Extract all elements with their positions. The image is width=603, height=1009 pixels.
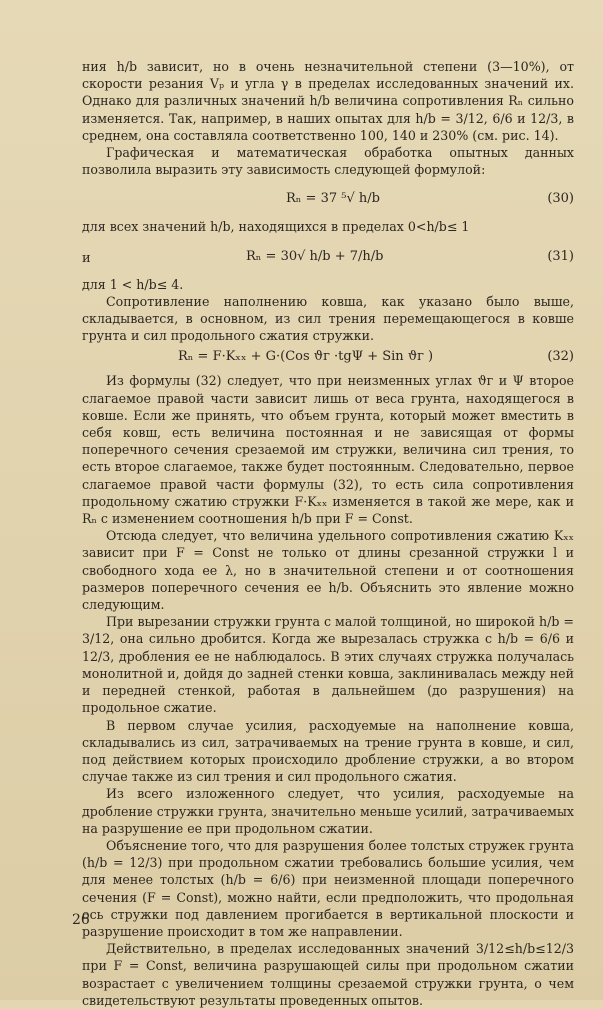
formula-31-number: (31) <box>547 248 574 264</box>
paragraph-8: Объяснение того, что для разрушения более толстых стружек грунта (h/b = 12/3) при продольном сжатии требовались большие усилия, чем для менее толстых (h/b = 6/6) при неизменной площади поперечного сечения (F = Const), можно найти, если предположить, что продольная ось стружки под давлением прогибается в вертикальной плоскости и разрушение происходит в том же направлении. <box>82 837 574 939</box>
paragraph-4: Отсюда следует, что величина удельного сопротивления сжатию Kₓₓ зависит при F = Const не только от длины срезанной стружки l и свободного хода ее λ, но в значительной степени и от соотношения размеров поперечного сечения ее h/b. Объяснить это явление можно следующим. <box>82 528 574 613</box>
formula-32 <box>82 346 574 368</box>
text-after-31: для 1 < h/b≤ 4. <box>82 276 184 292</box>
formula-32-expression: Rₙ = F·Kₓₓ + G·(Cos ϑг ·tgΨ + Sin ϑг ) <box>178 349 434 365</box>
body-text <box>82 58 574 1009</box>
text-after-30: для всех значений h/b, находящихся в пределах 0<h/b≤ 1 <box>82 219 470 235</box>
paragraph-1: ния h/b зависит, но в очень незначительной степени (3—10%), от скорости резания Vₚ и угла γ в пределах исследованных значений их. Однако для различных значений h/b величина сопротивления Rₙ сильно изменяется. Так, например, в наших опытах для h/b = 3/12, 6/6 и 12/3, в среднем, она составляла соответственно 100, 140 и 230% (см. рис. 14). <box>82 59 574 143</box>
formula-31-expression: Rₙ = 30√ h/b + 7/h/b <box>246 248 384 264</box>
paragraph-3: Из формулы (32) следует, что при неизменных углах ϑг и Ψ второе слагаемое правой части зависит лишь от веса грунта, находящегося в ковше. Если же принять, что объем грунта, который может вместить в себя ковш, есть величина постоянная и не зависящая от формы поперечного сечения срезаемой им стружки, величина сил трения, то есть второе слагаемое, также будет постоянным. Следовательно, первое слагаемое правой части формулы (32), то есть сила сопротивления продольному сжатию стружки F·Kₓₓ изменяется в такой же мере, как и Rₙ с изменением соотношения h/b при F = Const. <box>82 373 574 527</box>
paragraph-5: При вырезании стружки грунта с малой толщиной, но широкой h/b = 3/12, она сильно дробится. Когда же вырезалась стружка с h/b = 6/6 и 12/3, дробления ее не наблюдалось. В этих случаях стружка получалась монолитной и, дойдя до задней стенки ковша, заклинивалась между ней и передней стенкой, работая в дальнейшем (до разрушения) на продольное сжатие. <box>82 614 574 716</box>
formula-32-number: (32) <box>547 349 574 365</box>
formula-31-lead: и <box>82 250 91 266</box>
paragraph-7: Из всего изложенного следует, что усилия, расходуемые на дробление стружки грунта, значительно меньше усилий, затрачиваемых на разрушение ее при продольном сжатии. <box>82 786 574 836</box>
paragraph-2: Графическая и математическая обработка опытных данных позволила выразить эту зависимость следующей формулой: <box>82 145 574 178</box>
paragraph-9: Действительно, в пределах исследованных значений 3/12≤h/b≤12/3 при F = Const, величина разрушающей силы при продольном сжатии возрастает с увеличением толщины срезаемой стружки грунта, о чем свидетельствуют результаты проведенных опытов. <box>82 941 574 1008</box>
page-number: 26 <box>72 912 90 928</box>
paragraph-6: В первом случае усилия, расходуемые на наполнение ковша, складывались из сил, затрачиваемых на трение грунта в ковше, и сил, под действием которых происходило дробление стружки, а во втором случае также из сил трения и сил продольного сжатия. <box>82 717 574 785</box>
formula-31 <box>82 242 574 272</box>
paragraph-before-32: Сопротивление наполнению ковша, как указано было выше, складывается, в основном, из сил трения перемещающегося в ковше грунта и сил продольного сжатия стружки. <box>82 293 574 344</box>
formula-30-expression: Rₙ = 37 ⁵√ h/b <box>286 191 380 207</box>
formula-30-number: (30) <box>547 191 574 207</box>
formula-30 <box>82 184 574 214</box>
